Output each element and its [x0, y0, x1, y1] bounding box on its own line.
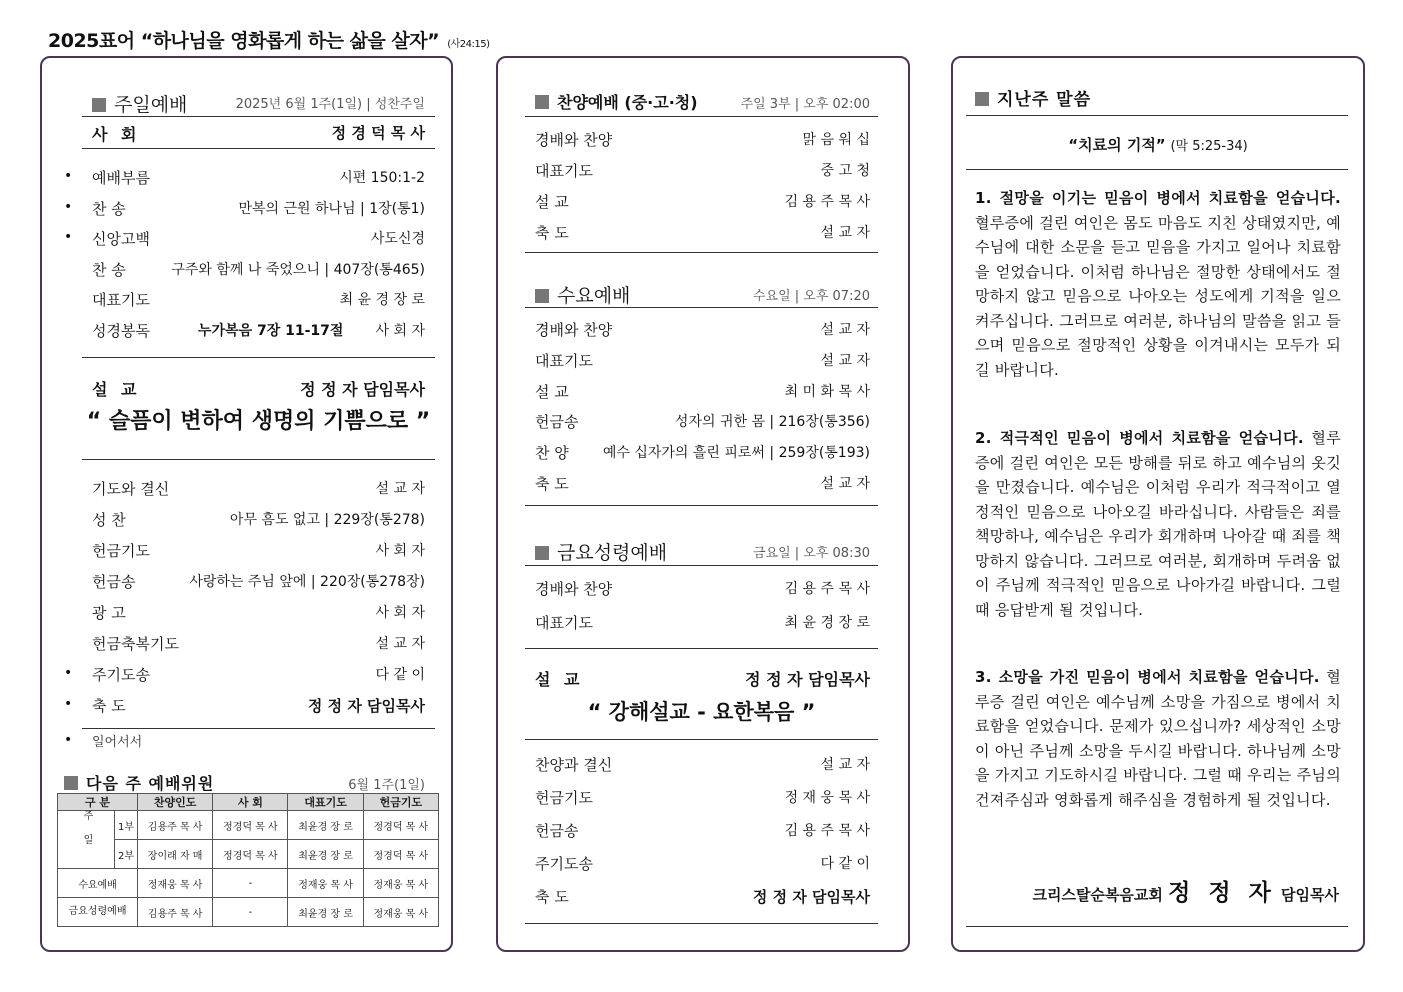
square-bullet-icon	[535, 546, 549, 560]
last-week-sermon-panel	[951, 56, 1365, 952]
divider	[966, 169, 1348, 170]
order-item-label: 예배부름	[92, 169, 150, 187]
order-item-label: 광 고	[92, 604, 126, 622]
sunday-meta: 2025년 6월 1주(1일) | 성찬주일	[235, 97, 425, 112]
next-duty-date: 6월 1주(1일)	[348, 778, 425, 793]
order-item-value: 김 용 주 목 사	[784, 823, 870, 839]
sunday-worship-panel: 주일예배 2025년 6월 1주(1일) | 성찬주일 사 회 정 경 덕 목 사 • 예배부름 시편 150:1-2 • 찬 송 만복의 근원 하나님 | 1장(통1) • 신앙고백 사도신경 찬 송 구주와 함께 나 죽었으니 | 407장(통465) 대표기도 최 윤 경 장 로 성경봉독 사 회 자 누가복음 7장 11-17절 설 교 정 정 자 담임목사 “ 슬픔이 변하여 생명의 기쁨으로 ” 기도와 결신 설 교 자 성 찬 아무 흠도 없고 | 229장(통278) 헌금기도 사 회 자 헌금송 사랑하는 주님 앞에 | 220장(통278장) 광 고 사 회 자 헌금축복기도 설 교 자 • 주기도송 다 같 이 • 축 도 정 정 자 담임목사 • 일어서서 다음 주 예배위원 6월 1주(1일) 구 분 찬양인도 사 회 대표기도 헌금기도 주일 1부 김용주 목 사 정경덕 목 사 최윤경 장 로 정경덕 목 사 2부 장이래 자 매 정경덕 목 사 최윤경 장 로 정경덕 목 사 수요예배 정재웅 목 사 - 정재웅 목 사 정재웅 목 사 금요성령예배 김용주 목 사 - 최윤경 장 로 정재웅 목 사	[40, 56, 453, 952]
bullet-icon: •	[64, 665, 73, 681]
table-row: 주일 1부 김용주 목 사 정경덕 목 사 최윤경 장 로 정경덕 목 사	[58, 811, 439, 840]
order-item-label: 성 찬	[92, 511, 126, 529]
sermon-point-3: 3. 소망을 가진 믿음이 병에서 치료함을 얻습니다. 혈루증 걸린 여인은 예수님께 소망을 가짐으로 병에서 치료함을 얻었습니다. 문제가 있으십니까? 세상적인 소망이 아닌 주님께 소망을 두시길 바랍니다. 하나님께 소망을 가지고 기도하시길 바랍니다. 그럴 때 우리는 주님의 건져주심과 영화롭게 해주심을 경험하게 될 것입니다.	[975, 668, 1341, 809]
order-item-label: 경배와 찬양	[535, 580, 613, 598]
bullet-icon: •	[64, 229, 73, 246]
bulletin-motto	[48, 26, 490, 53]
divider	[525, 116, 878, 117]
divider	[82, 116, 435, 117]
divider	[82, 728, 435, 729]
sunday-sermon-title: “ 슬픔이 변하여 생명의 기쁨으로 ”	[86, 409, 431, 434]
order-item-label: 경배와 찬양	[535, 321, 613, 339]
square-bullet-icon	[535, 95, 549, 109]
order-item-value: 다 같 이	[820, 856, 870, 872]
order-item-label: 주기도송	[92, 666, 150, 684]
order-item-value: 설 교 자	[375, 481, 425, 497]
divider	[82, 357, 435, 358]
order-item-label: 축 도	[535, 475, 569, 493]
order-item-label: 신앙고백	[92, 230, 150, 249]
order-item-label: 축 도	[535, 224, 569, 242]
order-item-value: 설 교 자	[820, 757, 870, 773]
order-item-value: 최 미 화 목 사	[784, 383, 870, 400]
divider	[525, 252, 878, 253]
order-item-value: 구주와 함께 나 죽었으니 | 407장(통465)	[171, 261, 425, 278]
order-item-label: 헌금송	[535, 413, 579, 432]
order-item-value: 정 정 자 담임목사	[752, 888, 870, 906]
order-item-label: 경배와 찬양	[535, 131, 613, 149]
divider	[966, 115, 1348, 116]
order-item-value: 사 회 자	[375, 605, 425, 621]
order-item-value: 시편 150:1-2	[339, 170, 425, 186]
order-item-label: 대표기도	[535, 614, 593, 632]
square-bullet-icon	[535, 289, 549, 303]
divider	[525, 739, 878, 740]
bullet-icon: •	[64, 198, 73, 215]
order-item-value: 아무 흠도 없고 | 229장(통278)	[229, 512, 425, 528]
divider	[82, 148, 435, 149]
order-item-value: 사랑하는 주님 앞에 | 220장(통278장)	[189, 574, 425, 590]
divider	[525, 923, 878, 924]
order-item-label: 찬 송	[92, 260, 126, 279]
last-week-sermon-heading: “치료의 기적” (막 5:25-34)	[1068, 136, 1248, 154]
friday-meta: 금요일 | 오후 08:30	[752, 546, 870, 561]
order-item-value: 만복의 근원 하나님 | 1장(통1)	[238, 200, 425, 217]
praise-title: 찬양예배 (중·고·청)	[535, 90, 698, 113]
friday-title: 금요성령예배	[535, 538, 667, 565]
table-header-row: 구 분 찬양인도 사 회 대표기도 헌금기도	[58, 794, 439, 811]
order-item-value: 예수 십자가의 흘린 피로써 | 259장(통193)	[602, 445, 870, 462]
divider	[525, 505, 878, 506]
order-item-label: 헌금기도	[535, 789, 593, 807]
order-item-value: 사 회 자	[375, 323, 425, 339]
order-item-label: 헌금송	[535, 822, 579, 840]
order-item-label: 설 교	[535, 382, 569, 401]
order-item-value: 설 교 자	[375, 636, 425, 652]
order-item-value: 사 회 자	[375, 543, 425, 559]
motto-ref: (사24:15)	[447, 39, 490, 50]
square-bullet-icon	[975, 92, 989, 106]
sermon-point-1: 1. 절망을 이기는 믿음이 병에서 치료함을 얻습니다. 혈루증에 걸린 여인은 몸도 마음도 지친 상태였지만, 예수님에 대한 소문을 듣고 믿음을 가지고 일어나 치료함을 얻었습니다. 이처럼 하나님은 절망한 상태에서도 절망하지 않고 믿음으로 나아오는 성도에게 기적을 일으켜주십니다. 그러므로 여러분, 하나님의 말씀을 읽고 들으며 믿음으로 절망적인 상황을 이겨내시는 모두가 되길 바랍니다.	[975, 189, 1341, 379]
table-row: 2부 장이래 자 매 정경덕 목 사 최윤경 장 로 정경덕 목 사	[58, 840, 439, 869]
praise-meta: 주일 3부 | 오후 02:00	[740, 97, 870, 112]
divider	[525, 565, 878, 566]
order-item-label: 설 교	[535, 193, 569, 211]
order-item-value: 맑 음 워 십	[802, 132, 870, 148]
bullet-icon: •	[64, 732, 73, 748]
bullet-icon: •	[64, 168, 73, 184]
last-week-title: 지난주 말씀	[975, 85, 1091, 110]
order-item-label: 찬 송	[92, 199, 126, 218]
friday-sermon-title: “ 강해설교 - 요한복음 ”	[587, 700, 816, 724]
sermon-point-2: 2. 적극적인 믿음이 병에서 치료함을 얻습니다. 혈루증에 걸린 여인은 모든 방해를 뒤로 하고 예수님의 옷깃을 만졌습니다. 예수님은 이처럼 우리가 적극적이고 열정적인 믿음으로 나아오길 바라십니다. 사람들은 죄를 책망하나, 예수님은 우리가 회개하며 나아갈 때 죄를 책망하지 않습니다. 그러므로 여러분, 회개하며 두려움 없이 주님께 적극적인 믿음으로 나아가길 바랍니다. 그럴 때 응답받게 될 것입니다.	[975, 429, 1341, 619]
order-item-value: 김 용 주 목 사	[784, 581, 870, 597]
order-item-value: 최 윤 경 장 로	[339, 292, 425, 309]
next-duty-title: 다음 주 예배위원	[64, 771, 214, 794]
order-item-label: 찬양과 결신	[535, 756, 613, 774]
table-row: 금요성령예배 김용주 목 사 - 최윤경 장 로 정재웅 목 사	[58, 898, 439, 927]
order-item-label: 헌금기도	[92, 542, 150, 560]
evening-worship-panel: 찬양예배 (중·고·청) 주일 3부 | 오후 02:00 경배와 찬양 맑 음 워 십 대표기도 중 고 청 설 교 김 용 주 목 사 축 도 설 교 자 수요예배 수요일 | 오후 07:20 경배와 찬양 설 교 자 대표기도 설 교 자 설 교 최 미 화 목 사 헌금송 성자의 귀한 몸 | 216장(통356) 찬 양 예수 십자가의 흘린 피로써 | 259장(통193) 축 도 설 교 자 금요성령예배 금요일 | 오후 08:30 경배와 찬양 김 용 주 목 사 대표기도 최 윤 경 장 로 설 교 정 정 자 담임목사 “ 강해설교 - 요한복음 ” 찬양과 결신 설 교 자 헌금기도 정 재 웅 목 사 헌금송 김 용 주 목 사 주기도송 다 같 이 축 도 정 정 자 담임목사	[496, 56, 910, 952]
order-item-label: 기도와 결신	[92, 480, 170, 498]
stand-note: 일어서서	[92, 735, 143, 750]
sunday-title: 주일예배	[92, 90, 187, 117]
order-item-value: 성자의 귀한 몸 | 216장(통356)	[674, 414, 870, 431]
order-item-value: 설 교 자	[820, 225, 870, 241]
divider	[82, 459, 435, 460]
order-item-value: 사도신경	[370, 231, 425, 248]
group-cell: 주일	[58, 811, 115, 869]
order-item-label: 찬 양	[535, 444, 569, 463]
order-item-value: 최 윤 경 장 로	[784, 615, 870, 631]
bullet-icon: •	[64, 696, 73, 712]
scripture-ref: 누가복음 7장 11-17절	[198, 323, 344, 339]
pastor-signature: 크리스탈순복음교회 정 정 자 담임목사	[1032, 880, 1339, 906]
order-item-value: 정 정 자 담임목사	[307, 697, 425, 715]
wednesday-title: 수요예배	[535, 281, 630, 308]
order-item-label: 대표기도	[535, 162, 593, 180]
square-bullet-icon	[64, 776, 78, 790]
order-item-label: 축 도	[535, 888, 569, 906]
square-bullet-icon	[92, 98, 106, 112]
next-duty-table	[57, 793, 439, 927]
order-item-label: 성경봉독	[92, 322, 150, 340]
order-item-value: 설 교 자	[820, 476, 870, 492]
order-item-value: 설 교 자	[820, 322, 870, 338]
order-item-label: 대표기도	[535, 351, 593, 370]
divider	[966, 926, 1348, 927]
divider	[525, 648, 878, 649]
order-item-label: 헌금축복기도	[92, 635, 179, 653]
order-item-label: 대표기도	[92, 291, 150, 310]
order-item-value: 정 재 웅 목 사	[784, 790, 870, 806]
order-item-value: 다 같 이	[375, 667, 425, 683]
divider	[525, 307, 878, 308]
order-item-label: 주기도송	[535, 855, 593, 873]
wednesday-meta: 수요일 | 오후 07:20	[752, 289, 870, 304]
order-item-label: 축 도	[92, 697, 126, 715]
order-item-value: 중 고 청	[820, 163, 870, 179]
order-item-value: 설 교 자	[820, 352, 870, 369]
motto-text: 2025표어 “하나님을 영화롭게 하는 삶을 살자”	[48, 30, 440, 52]
order-item-value: 김 용 주 목 사	[784, 194, 870, 210]
table-row: 수요예배 정재웅 목 사 - 정재웅 목 사 정재웅 목 사	[58, 869, 439, 898]
order-item-label: 헌금송	[92, 573, 136, 591]
